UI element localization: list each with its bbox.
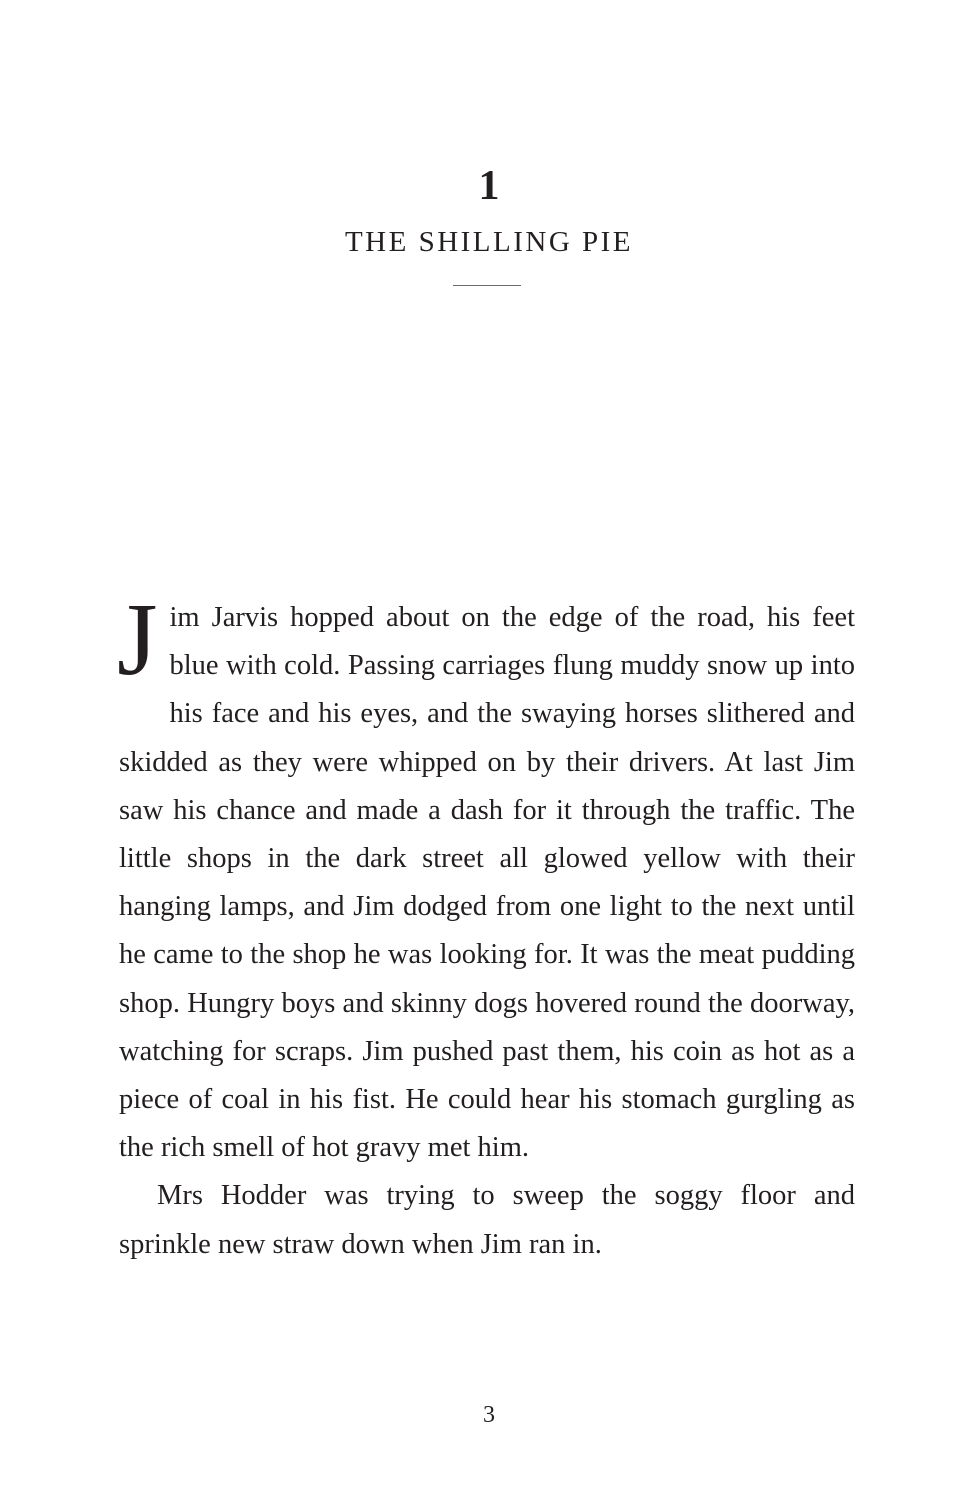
title-divider — [453, 285, 521, 286]
page-number: 3 — [483, 1402, 495, 1428]
chapter-title: THE SHILLING PIE — [344, 226, 634, 258]
paragraph-1-text: im Jarvis hopped about on the edge of the road, his feet blue with cold. Passing carriages flung muddy snow up into his face and his eyes, and the swaying horses slithered and skidded as they were whipped on by their drivers. At last Jim saw his chance and made a dash for it through the traffic. The little shops in the dark street all glowed yellow with their hanging lamps, and Jim dodged from one light to the next until he came to the shop he was looking for. It was the meat pudding shop. Hungry boys and skinny dogs hovered round the doorway, watching for scraps. Jim pushed past them, his coin as hot as a piece of coal in his fist. He could hear his stomach gurgling as the rich smell of hot gravy met him. — [119, 602, 855, 1164]
chapter-body — [117, 582, 855, 1269]
paragraph-1 — [117, 582, 855, 1172]
paragraph-2: Mrs Hodder was trying to sweep the soggy floor and sprinkle new straw down when Jim ran in. — [119, 1180, 855, 1260]
chapter-number: 1 — [478, 163, 500, 209]
drop-cap: J — [117, 582, 158, 697]
